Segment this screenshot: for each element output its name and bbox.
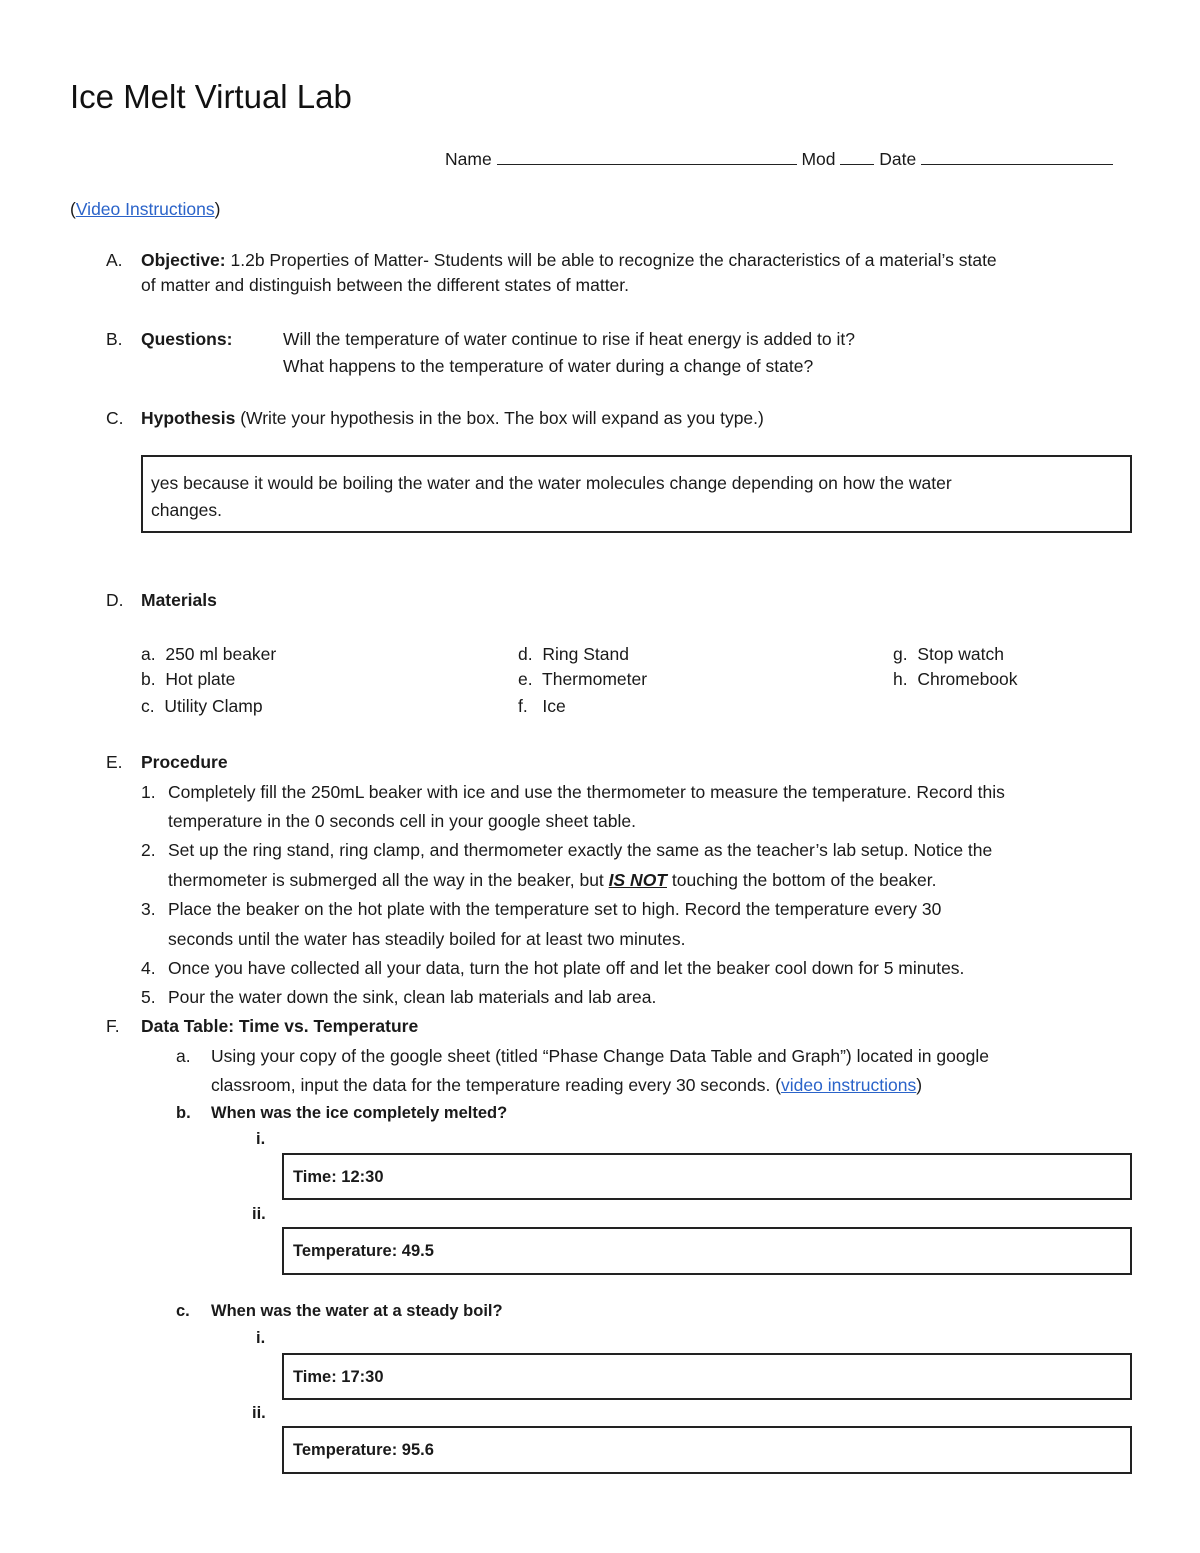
list-item: d. Ring Stand	[518, 644, 629, 664]
procedure-step-4: Once you have collected all your data, turn the hot plate off and let the beaker cool down for 5 minutes.	[168, 958, 965, 978]
procedure-step-3a: Place the beaker on the hot plate with the temperature set to high. Record the temperature every 30	[168, 899, 942, 919]
steady-boil-time-box[interactable]	[282, 1353, 1132, 1400]
data-table-label: Data Table: Time vs. Temperature	[141, 1016, 419, 1036]
ice-melted-time: Time: 12:30	[293, 1168, 384, 1186]
procedure-step-2a: Set up the ring stand, ring clamp, and thermometer exactly the same as the teacher’s lab setup. Notice the	[168, 840, 993, 860]
procedure-step-2b: thermometer is submerged all the way in the beaker, but IS NOT touching the bottom of the beaker.	[168, 870, 937, 890]
hypothesis-answer-box[interactable]	[141, 455, 1132, 533]
mod-field[interactable]	[840, 148, 874, 165]
video-instructions-link-2[interactable]: video instructions	[781, 1075, 917, 1095]
video-instructions-line: (Video Instructions)	[70, 199, 221, 219]
steady-boil-question: When was the water at a steady boil?	[211, 1302, 503, 1320]
list-item: a. 250 ml beaker	[141, 644, 277, 664]
hypothesis-letter: C.	[106, 408, 124, 428]
hypothesis-label: Hypothesis	[141, 408, 236, 428]
roman-numeral: ii.	[252, 1205, 266, 1223]
emphasis-is-not: IS NOT	[608, 870, 667, 890]
list-item: c. Utility Clamp	[141, 696, 263, 716]
step-number: 3.	[141, 899, 156, 919]
procedure-step-3b: seconds until the water has steadily boiled for at least two minutes.	[168, 929, 686, 949]
hypothesis-answer-line-2: changes.	[151, 500, 223, 520]
objective-text-1: 1.2b Properties of Matter- Students will be able to recognize the characteristics of a material’s state	[230, 250, 997, 270]
video-instructions-link[interactable]: Video Instructions	[75, 199, 215, 219]
objective-text-2: of matter and distinguish between the different states of matter.	[141, 275, 630, 295]
subitem-letter: c.	[176, 1302, 190, 1320]
subitem-letter: b.	[176, 1104, 191, 1122]
materials-letter: D.	[106, 590, 124, 610]
step-number: 5.	[141, 987, 156, 1007]
hypothesis-heading	[141, 407, 764, 429]
step-number: 1.	[141, 782, 156, 802]
data-table-letter: F.	[106, 1016, 120, 1036]
page-title: Ice Melt Virtual Lab	[70, 78, 352, 115]
questions-label: Questions:	[141, 329, 233, 349]
list-item: g. Stop watch	[893, 644, 1004, 664]
question-2: What happens to the temperature of water during a change of state?	[283, 356, 814, 376]
procedure-step-1a: Completely fill the 250mL beaker with ice and use the thermometer to measure the temperature. Record this	[168, 782, 1005, 802]
objective-label: Objective:	[141, 250, 226, 270]
steady-boil-time: Time: 17:30	[293, 1368, 384, 1386]
list-item: e. Thermometer	[518, 669, 648, 689]
step-number: 2.	[141, 840, 156, 860]
objective-line-1	[141, 249, 997, 271]
list-item: f. Ice	[518, 696, 566, 716]
steady-boil-temperature: Temperature: 95.6	[293, 1441, 434, 1459]
subitem-letter: a.	[176, 1046, 191, 1066]
materials-label: Materials	[141, 590, 217, 610]
ice-melted-temperature-box[interactable]	[282, 1227, 1132, 1275]
mod-label: Mod	[801, 149, 836, 169]
procedure-step-1b: temperature in the 0 seconds cell in your google sheet table.	[168, 811, 636, 831]
date-field[interactable]	[921, 148, 1113, 165]
procedure-letter: E.	[106, 752, 123, 772]
roman-numeral: i.	[256, 1329, 266, 1347]
roman-numeral: ii.	[252, 1404, 266, 1422]
ice-melted-temperature: Temperature: 49.5	[293, 1242, 434, 1260]
name-field[interactable]	[497, 148, 797, 165]
name-label: Name	[445, 149, 492, 169]
hypothesis-answer-line-1: yes because it would be boiling the water and the water molecules change depending on how the water	[151, 473, 952, 493]
list-item: b. Hot plate	[141, 669, 236, 689]
hypothesis-instruction: (Write your hypothesis in the box. The box will expand as you type.)	[240, 408, 764, 428]
steady-boil-temperature-box[interactable]	[282, 1426, 1132, 1474]
data-table-a-line-1: Using your copy of the google sheet (titled “Phase Change Data Table and Graph”) located in google	[211, 1046, 989, 1066]
objective-letter: A.	[106, 250, 123, 270]
header-fields	[445, 148, 1113, 170]
question-1: Will the temperature of water continue to rise if heat energy is added to it?	[283, 329, 855, 349]
procedure-label: Procedure	[141, 752, 228, 772]
roman-numeral: i.	[256, 1130, 266, 1148]
date-label: Date	[879, 149, 917, 169]
list-item: h. Chromebook	[893, 669, 1018, 689]
step-number: 4.	[141, 958, 156, 978]
procedure-step-5: Pour the water down the sink, clean lab materials and lab area.	[168, 987, 657, 1007]
ice-melted-time-box[interactable]	[282, 1153, 1132, 1200]
data-table-a-line-2: classroom, input the data for the temperature reading every 30 seconds. (video instructions)	[211, 1075, 923, 1095]
ice-melted-question: When was the ice completely melted?	[211, 1104, 508, 1122]
questions-letter: B.	[106, 329, 123, 349]
